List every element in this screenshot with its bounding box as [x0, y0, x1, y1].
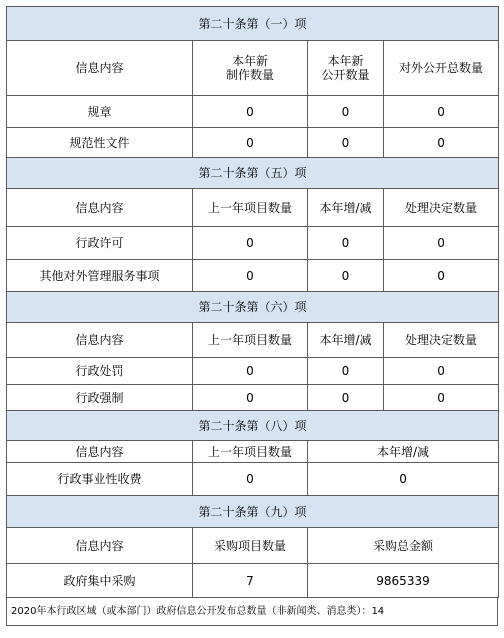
column-header: 处理决定数量 — [384, 189, 499, 227]
cell-value: 0 — [193, 128, 308, 158]
header-line: 本年新 公开数量 — [321, 54, 370, 82]
cell-value: 0 — [384, 260, 499, 292]
header-line: 本年新 制作数量 — [225, 54, 274, 82]
column-header — [308, 41, 384, 96]
column-header: 信息内容 — [7, 323, 193, 358]
disclosure-table-wrapper — [6, 6, 498, 598]
row-label: 行政强制 — [7, 385, 193, 411]
column-header: 信息内容 — [7, 528, 193, 564]
section-title: 第二十条第（一）项 — [7, 7, 499, 41]
cell-value: 0 — [308, 96, 384, 128]
cell-value: 0 — [308, 227, 384, 260]
section-title: 第二十条第（八）项 — [7, 411, 499, 441]
cell-value: 0 — [193, 227, 308, 260]
cell-value: 0 — [384, 96, 499, 128]
section-title: 第二十条第（九）项 — [7, 496, 499, 528]
cell-value: 0 — [384, 385, 499, 411]
row-label: 规章 — [7, 96, 193, 128]
column-header: 本年增/减 — [308, 189, 384, 227]
cell-value: 0 — [308, 260, 384, 292]
row-label: 行政许可 — [7, 227, 193, 260]
cell-value: 0 — [308, 463, 499, 496]
row-label: 行政事业性收费 — [7, 463, 193, 496]
cell-value: 0 — [308, 128, 384, 158]
column-header: 信息内容 — [7, 189, 193, 227]
cell-value: 7 — [193, 564, 308, 598]
total-count-footer: 2020年本行政区域（或本部门）政府信息公开发布总数量（非新闻类、消息类）：14 — [6, 598, 498, 626]
cell-value: 0 — [193, 96, 308, 128]
column-header: 上一年项目数量 — [193, 441, 308, 463]
column-header: 信息内容 — [7, 41, 193, 96]
column-header: 采购项目数量 — [193, 528, 308, 564]
government-info-disclosure-table — [6, 6, 499, 598]
section-title: 第二十条第（六）项 — [7, 292, 499, 323]
cell-value: 0 — [384, 128, 499, 158]
column-header — [193, 41, 308, 96]
section-title: 第二十条第（五）项 — [7, 158, 499, 189]
cell-value: 0 — [193, 463, 308, 496]
row-label: 政府集中采购 — [7, 564, 193, 598]
cell-value: 0 — [193, 260, 308, 292]
row-label: 其他对外管理服务事项 — [7, 260, 193, 292]
cell-value: 0 — [193, 385, 308, 411]
column-header: 本年增/减 — [308, 323, 384, 358]
row-label: 行政处罚 — [7, 358, 193, 385]
cell-value: 0 — [308, 385, 384, 411]
cell-value: 0 — [193, 358, 308, 385]
column-header: 采购总金额 — [308, 528, 499, 564]
column-header: 对外公开总数量 — [384, 41, 499, 96]
cell-value: 9865339 — [308, 564, 499, 598]
column-header: 上一年项目数量 — [193, 323, 308, 358]
cell-value: 0 — [384, 358, 499, 385]
cell-value: 0 — [308, 358, 384, 385]
column-header: 本年增/减 — [308, 441, 499, 463]
column-header: 上一年项目数量 — [193, 189, 308, 227]
cell-value: 0 — [384, 227, 499, 260]
column-header: 信息内容 — [7, 441, 193, 463]
row-label: 规范性文件 — [7, 128, 193, 158]
column-header: 处理决定数量 — [384, 323, 499, 358]
